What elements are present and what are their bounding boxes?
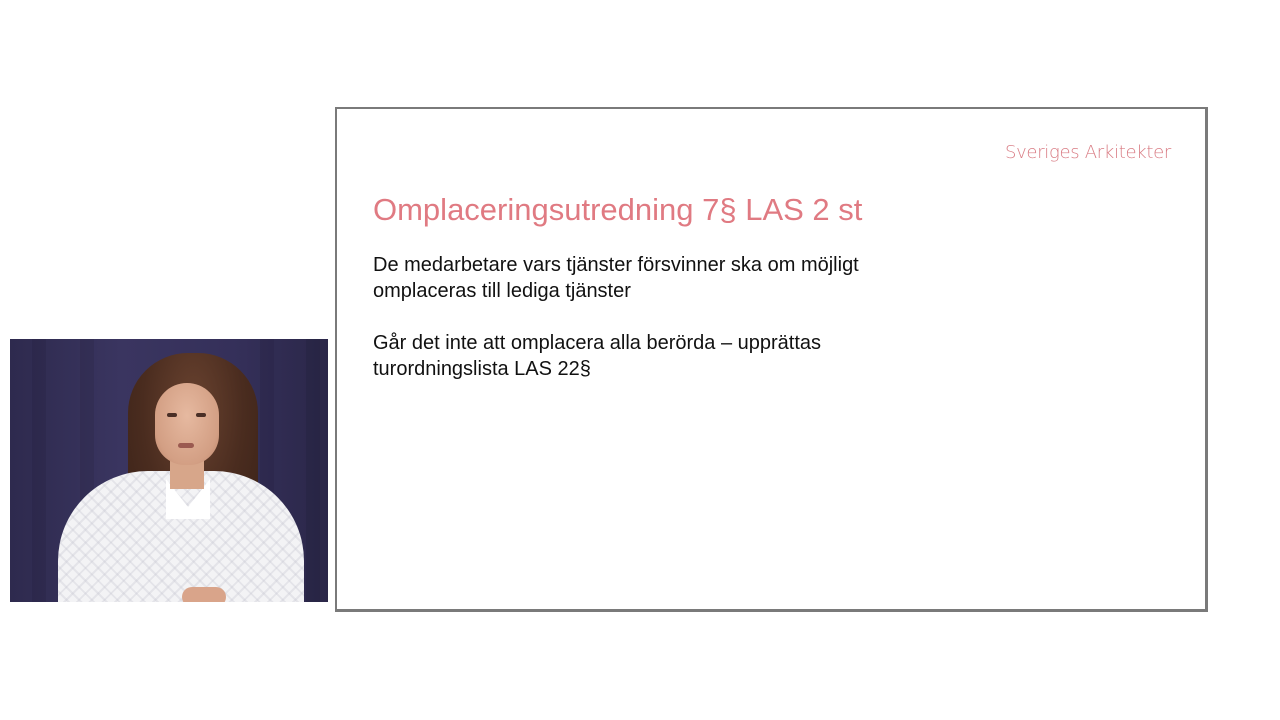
paragraph-line: Går det inte att omplacera alla berörda – upprättas bbox=[373, 332, 822, 354]
paragraph-line: omplaceras till lediga tjänster bbox=[373, 280, 631, 302]
slide-title: Omplaceringsutredning 7§ LAS 2 st bbox=[373, 192, 863, 227]
slide-paragraph bbox=[373, 330, 933, 382]
presenter-eye bbox=[167, 413, 177, 417]
slide-paragraph bbox=[373, 252, 933, 304]
paragraph-line: De medarbetare vars tjänster försvinner ska om möjligt bbox=[373, 254, 859, 276]
curtain-fold bbox=[32, 339, 46, 602]
presenter-face bbox=[155, 383, 219, 465]
presenter-eye bbox=[196, 413, 206, 417]
curtain-fold bbox=[306, 339, 320, 602]
slide-body bbox=[373, 252, 933, 408]
presenter-video bbox=[10, 339, 328, 602]
presenter-mouth bbox=[178, 443, 194, 448]
paragraph-line: turordningslista LAS 22§ bbox=[373, 358, 591, 380]
presentation-slide bbox=[335, 107, 1208, 612]
presenter-blouse bbox=[58, 471, 304, 602]
organization-logo: Sveriges Arkitekter bbox=[1004, 142, 1171, 163]
presenter-hands bbox=[182, 587, 226, 602]
